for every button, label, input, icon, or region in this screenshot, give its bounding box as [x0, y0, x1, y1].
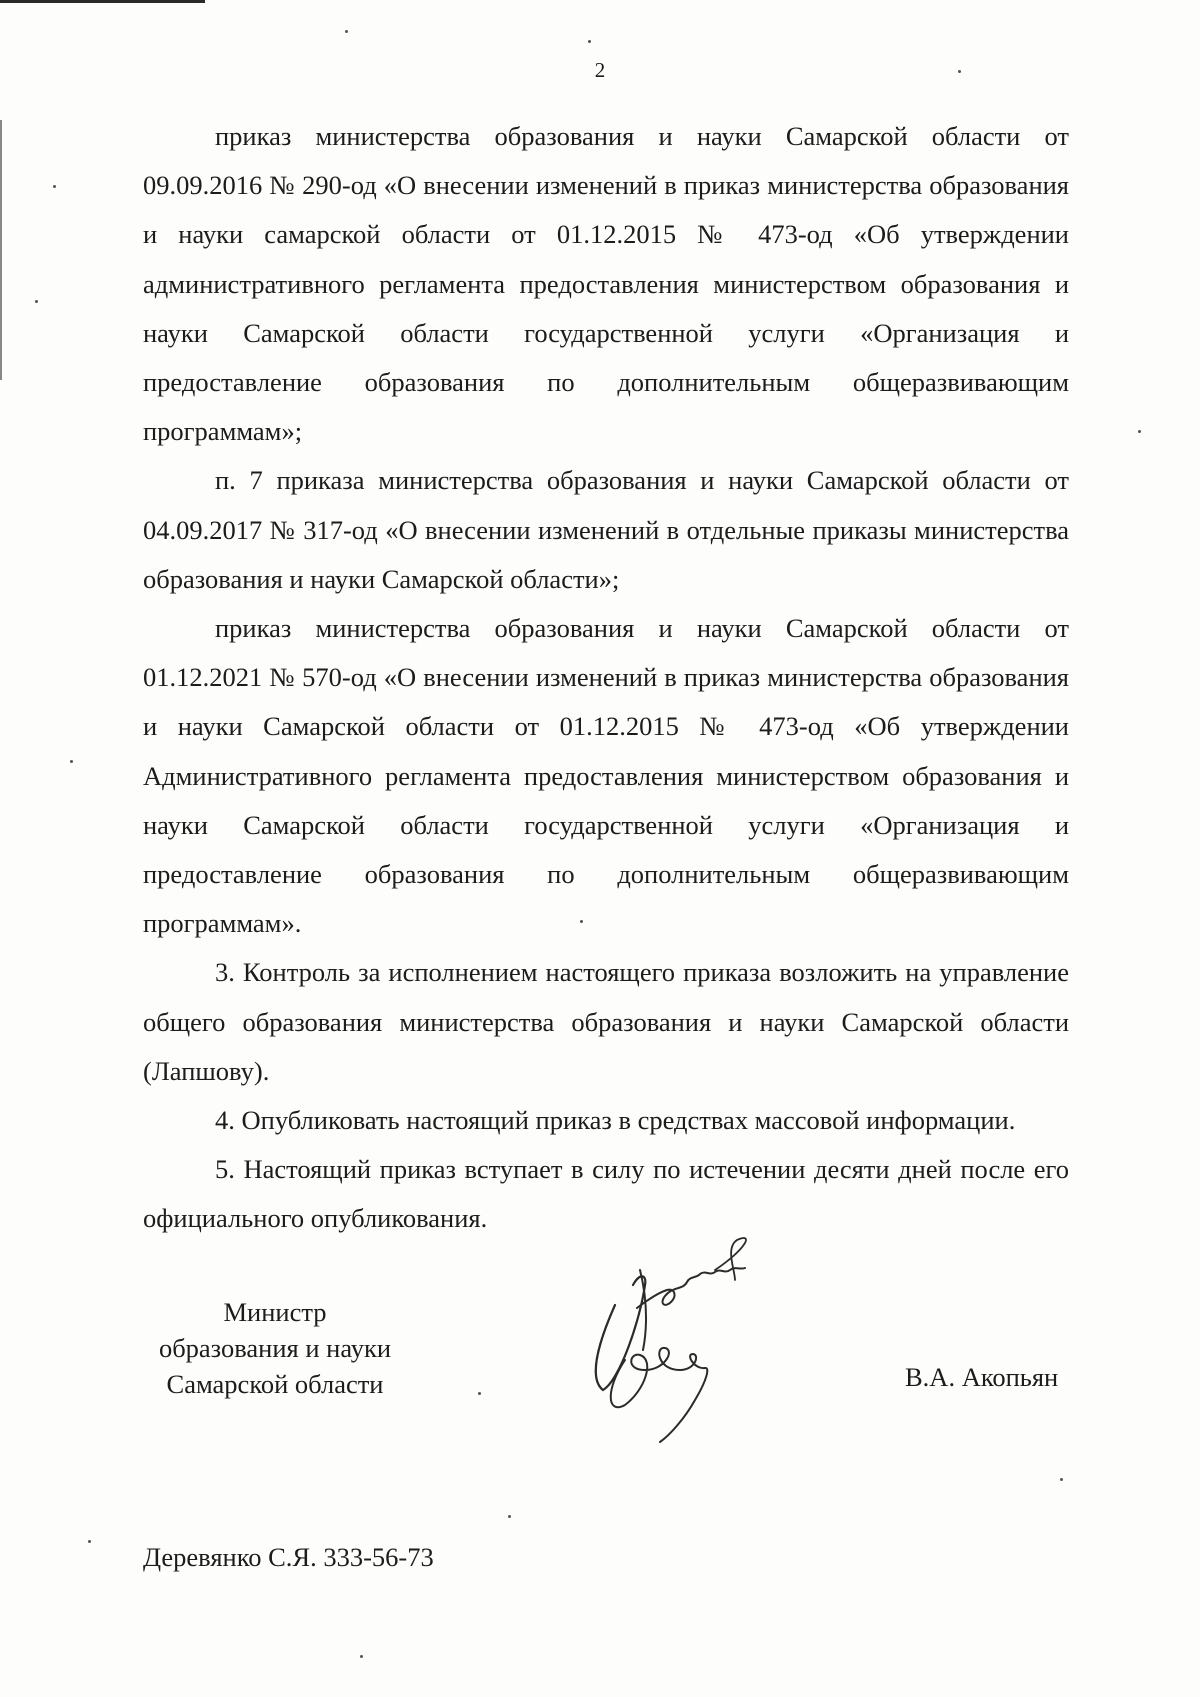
scan-speck: [35, 300, 38, 303]
signatory-title-line: образования и науки: [158, 1333, 392, 1363]
paragraph-order-317: п. 7 приказа министерства образования и науки Самарской области от 04.09.2017 № 317-од «О внесении изменений в отдельные приказы министерства образования и науки Самарской области»;: [143, 465, 1069, 594]
scan-speck: [1138, 430, 1141, 433]
scan-speck: [70, 760, 73, 763]
handwritten-signature: [585, 1230, 805, 1450]
paragraph-item-3: 3. Контроль за исполнением настоящего приказа возложить на управление общего образования министерства образования и науки Самарской области (Лапшову).: [143, 957, 1069, 1086]
scan-edge-mark: [0, 120, 2, 380]
scan-speck: [580, 920, 583, 923]
signatory-name: В.А. Акопьян: [905, 1362, 1059, 1392]
scan-speck: [345, 30, 348, 33]
paragraph-item-5: 5. Настоящий приказ вступает в силу по истечении десяти дней после его официального опубликования.: [143, 1154, 1069, 1234]
executor-contact: Деревянко С.Я. 333-56-73: [143, 1542, 434, 1572]
signatory-title-line: Министр: [223, 1297, 327, 1327]
scan-speck: [958, 70, 961, 73]
signatory-title-line: Самарской области: [166, 1369, 384, 1399]
paragraph-item-4: 4. Опубликовать настоящий приказ в средствах массовой информации.: [215, 1105, 1016, 1136]
scan-edge-mark: [0, 0, 205, 3]
scan-speck: [360, 1655, 363, 1658]
scan-speck: [588, 40, 591, 43]
signatory-title: [140, 1294, 410, 1402]
page-number: 2: [594, 58, 606, 82]
scan-speck: [508, 1515, 511, 1518]
scan-speck: [1060, 1478, 1063, 1481]
scan-speck: [88, 1540, 91, 1543]
document-body: [143, 112, 1069, 1244]
scan-speck: [53, 185, 56, 188]
scan-speck: [478, 1392, 481, 1395]
paragraph-order-290: приказ министерства образования и науки Самарской области от 09.09.2016 № 290-од «О внесении изменений в приказ министерства образования и науки самарской области от 01.12.2015 № 473-од «Об утверждении административного регламента предоставления министерством образования и науки Самарской области государственной услуги «Организация и предоставление образования по дополнительным общеразвивающим программам»;: [143, 121, 1069, 447]
paragraph-order-570: приказ министерства образования и науки Самарской области от 01.12.2021 № 570-од «О внесении изменений в приказ министерства образования и науки Самарской области от 01.12.2015 № 473-од «Об утверждении Административного регламента предоставления министерством образования и науки Самарской области государственной услуги «Организация и предоставление образования по дополнительным общеразвивающим программам».: [143, 613, 1069, 939]
